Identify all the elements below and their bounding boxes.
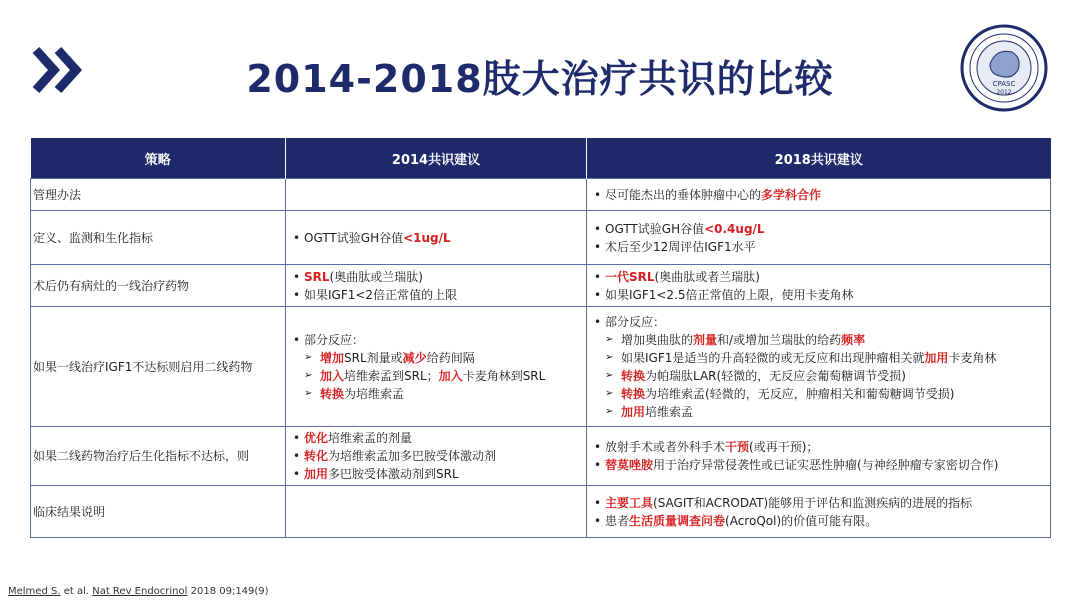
citation-footer	[8, 586, 269, 597]
item-text: (或再干预)；	[749, 440, 819, 454]
item-text: 患者	[605, 513, 630, 528]
bullet-item	[591, 494, 1046, 512]
strategy-cell: 临床结果说明	[31, 486, 286, 538]
item-text: 培维索孟的剂量	[328, 431, 413, 445]
citation-author[interactable]: Melmed S.	[8, 586, 61, 597]
item-text: 给药间隔	[426, 350, 475, 365]
strategy-cell: 如果一线治疗IGF1不达标则启用二线药物	[31, 307, 286, 427]
cell-2014	[286, 179, 587, 211]
item-text: 为培维索孟(轻微的，无反应，肿瘤相关和葡萄糖调节受损)	[645, 386, 955, 401]
sub-bullet-item	[591, 349, 1046, 367]
svg-text:CPASC: CPASC	[992, 80, 1016, 88]
item-text: 如果IGF1是适当的升高轻微的或无反应和出现肿瘤相关就	[621, 350, 925, 365]
strategy-cell: 术后仍有病灶的一线治疗药物	[31, 265, 286, 307]
svg-text:2012: 2012	[996, 89, 1012, 96]
table-row	[31, 211, 1051, 265]
table-row	[31, 486, 1051, 538]
highlight-text: 替莫唑胺	[605, 458, 654, 472]
comparison-table	[30, 138, 1051, 538]
highlight-text: 优化	[304, 431, 329, 445]
highlight-text: 加用	[304, 467, 329, 481]
highlight-text: <0.4ug/L	[704, 221, 765, 236]
highlight-text: 减少	[402, 350, 427, 365]
item-text: 部分反应：	[605, 314, 666, 329]
highlight-text: 多学科合作	[761, 187, 822, 202]
highlight-text: 转化	[304, 449, 329, 463]
item-text: (SAGIT和ACRODAT)能够用于评估和监测疾病的进展的指标	[653, 495, 973, 510]
strategy-cell: 管理办法	[31, 179, 286, 211]
sub-bullet-item	[290, 385, 582, 403]
cell-2018	[587, 211, 1051, 265]
sub-bullet-item	[591, 367, 1046, 385]
bullet-item	[290, 465, 582, 483]
highlight-text: 转换	[621, 368, 646, 383]
bullet-item	[591, 286, 1046, 304]
item-text: 卡麦角林到SRL	[462, 368, 546, 383]
table-row	[31, 179, 1051, 211]
sub-bullet-item	[290, 349, 582, 367]
sub-bullet-item	[591, 331, 1046, 349]
item-text: 如果IGF1<2倍正常值的上限	[304, 287, 458, 302]
sub-bullet-item	[290, 367, 582, 385]
item-text: 部分反应：	[304, 332, 365, 347]
table-row	[31, 265, 1051, 307]
cell-2014	[286, 211, 587, 265]
page-title: 2014-2018肢大治疗共识的比较	[246, 57, 834, 101]
item-text: SRL剂量或	[344, 350, 403, 365]
item-text: 放射手术或者外科手术	[605, 440, 726, 454]
cell-2018	[587, 265, 1051, 307]
bullet-item	[591, 238, 1046, 256]
highlight-text: 主要工具	[605, 495, 654, 510]
bullet-item	[591, 220, 1046, 238]
bullet-item	[290, 331, 582, 349]
header-strategy: 策略	[31, 138, 286, 179]
highlight-text: 转换	[320, 386, 345, 401]
bullet-item	[591, 313, 1046, 331]
highlight-text: <1ug/L	[403, 230, 451, 245]
bullet-item	[591, 456, 1046, 474]
cell-2014	[286, 307, 587, 427]
citation-etal: et al.	[60, 586, 93, 597]
highlight-text: 加入	[320, 368, 345, 383]
strategy-cell: 定义、监测和生化指标	[31, 211, 286, 265]
cell-2018	[587, 427, 1051, 486]
cell-2018	[587, 307, 1051, 427]
highlight-text: 加入	[438, 368, 463, 383]
bullet-item	[290, 286, 582, 304]
item-text: 为帕瑞肽LAR(轻微的，无反应会葡萄糖调节受损)	[645, 368, 906, 383]
cell-2018	[587, 486, 1051, 538]
highlight-text: 一代SRL	[605, 269, 655, 284]
table-row	[31, 307, 1051, 427]
cell-2014	[286, 486, 587, 538]
bullet-item	[591, 438, 1046, 456]
highlight-text: 干预	[725, 440, 750, 454]
cell-2014	[286, 427, 587, 486]
bullet-item	[591, 268, 1046, 286]
item-text: 增加奥曲肽的	[621, 332, 694, 347]
sub-bullet-item	[591, 403, 1046, 421]
item-text: 尽可能杰出的垂体肿瘤中心的	[605, 187, 762, 202]
highlight-text: 频率	[841, 332, 866, 347]
bullet-item	[290, 229, 582, 247]
table-header-row	[31, 138, 1051, 179]
item-text: OGTT试验GH谷值	[304, 230, 404, 245]
highlight-text: 生活质量调查问卷	[629, 513, 726, 528]
item-text: 为培维索孟加多巴胺受体激动剂	[328, 449, 497, 463]
item-text: 多巴胺受体激动剂到SRL	[328, 467, 459, 481]
bullet-item	[290, 429, 582, 447]
item-text: 为培维索孟	[344, 386, 405, 401]
citation-volume: 2018 09;149(9)	[187, 586, 269, 597]
item-text: 卡麦角林	[948, 350, 997, 365]
strategy-cell: 如果二线药物治疗后生化指标不达标，则	[31, 427, 286, 486]
cell-2018	[587, 179, 1051, 211]
bullet-item	[591, 186, 1046, 204]
bullet-item	[290, 268, 582, 286]
highlight-text: 加用	[621, 404, 646, 419]
cell-2014	[286, 265, 587, 307]
highlight-text: 转换	[621, 386, 646, 401]
highlight-text: SRL	[304, 269, 330, 284]
item-text: 术后至少12周评估IGF1水平	[605, 239, 756, 254]
society-seal-logo	[960, 24, 1048, 112]
sub-bullet-item	[591, 385, 1046, 403]
item-text: 培维索孟	[645, 404, 694, 419]
item-text: (奥曲肽或者兰瑞肽)	[654, 269, 760, 284]
highlight-text: 剂量	[693, 332, 718, 347]
header-2014: 2014共识建议	[286, 138, 587, 179]
bullet-item	[290, 447, 582, 465]
bullet-item	[591, 512, 1046, 530]
highlight-text: 增加	[320, 350, 345, 365]
item-text: (奥曲肽或兰瑞肽)	[329, 269, 423, 284]
table-row	[31, 427, 1051, 486]
item-text: 用于治疗异常侵袭性或已证实恶性肿瘤(与神经肿瘤专家密切合作)	[653, 458, 999, 472]
item-text: 如果IGF1<2.5倍正常值的上限，使用卡麦角林	[605, 287, 854, 302]
highlight-text: 加用	[924, 350, 949, 365]
citation-journal[interactable]: Nat Rev Endocrinol	[92, 586, 188, 597]
item-text: OGTT试验GH谷值	[605, 221, 705, 236]
header-2018: 2018共识建议	[587, 138, 1051, 179]
item-text: (AcroQol)的价值可能有限。	[725, 513, 878, 528]
item-text: 和/或增加兰瑞肽的给药	[717, 332, 842, 347]
item-text: 培维索孟到SRL；	[344, 368, 439, 383]
